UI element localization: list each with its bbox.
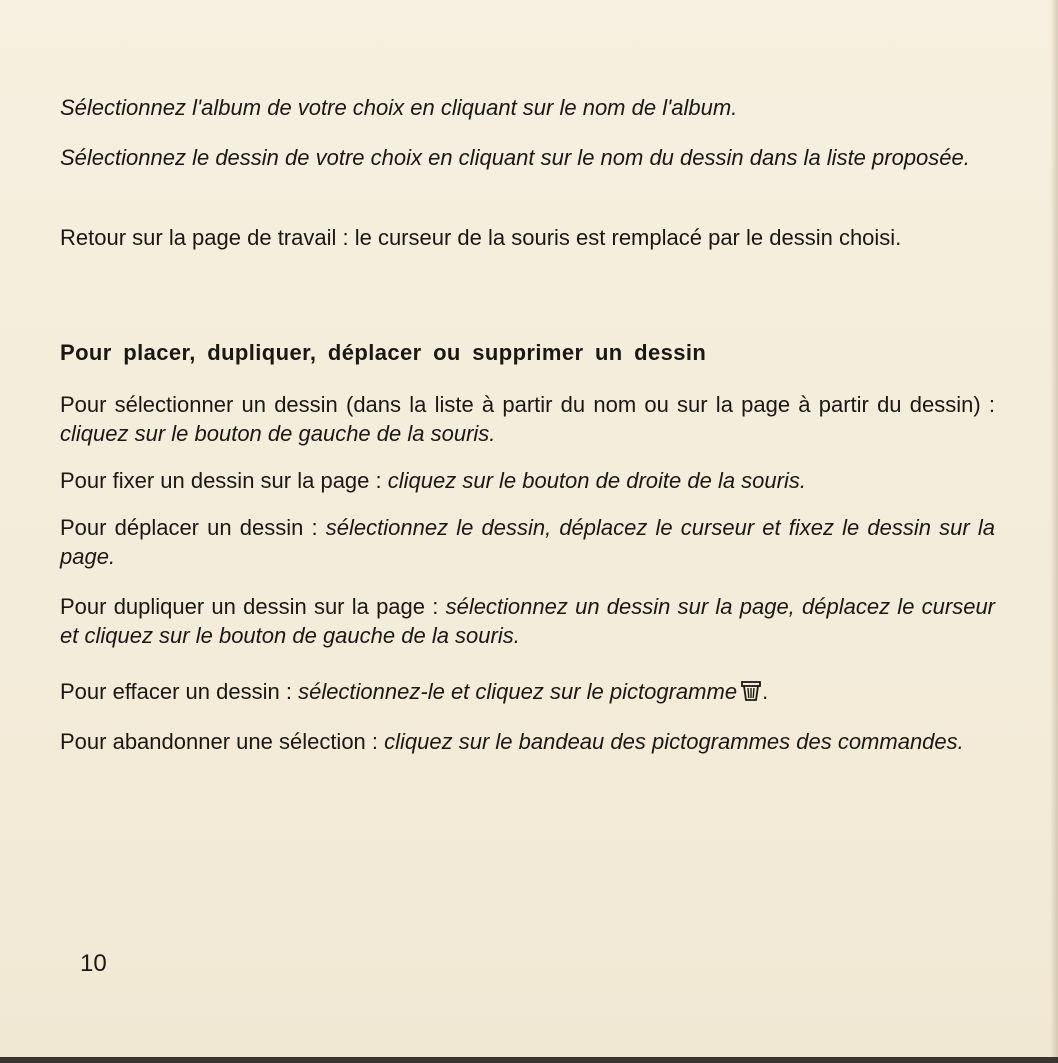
item-lead: Pour déplacer un dessin : — [60, 515, 326, 540]
instruction-select-drawing: Sélectionnez le dessin de votre choix en cliquant sur le nom du dessin dans la liste proposée. — [60, 145, 970, 170]
item-lead: Pour dupliquer un dessin sur la page : — [60, 594, 446, 619]
item-instruction: cliquez sur le bouton de gauche de la souris. — [60, 421, 496, 446]
instruction-return-work-page: Retour sur la page de travail : le curseur de la souris est remplacé par le dessin choisi. — [60, 225, 902, 250]
item-lead: Pour abandonner une sélection : — [60, 729, 385, 754]
item-fix-drawing — [60, 466, 995, 495]
item-lead: Pour sélectionner un dessin (dans la liste à partir du nom ou sur la page à partir du dessin) : — [60, 392, 995, 417]
item-abandon-selection — [60, 727, 995, 756]
item-instruction: sélectionnez un dessin sur la page, déplacez le curseur et cliquez sur le bouton de gauche de la souris. — [60, 594, 996, 648]
trash-icon — [740, 680, 762, 702]
section-heading: Pour placer, dupliquer, déplacer ou supprimer un dessin — [60, 340, 707, 365]
item-tail: . — [762, 679, 769, 704]
page-right-edge — [1050, 0, 1058, 1063]
item-move-drawing — [60, 513, 995, 571]
item-instruction: cliquez sur le bouton de droite de la souris. — [387, 468, 806, 493]
item-erase-drawing — [60, 677, 995, 706]
item-instruction: sélectionnez-le et cliquez sur le pictogramme — [298, 679, 738, 704]
item-lead: Pour fixer un dessin sur la page : — [60, 468, 388, 493]
item-duplicate-drawing — [60, 592, 995, 650]
item-instruction: sélectionnez le dessin, déplacez le curseur et fixez le dessin sur la page. — [60, 515, 995, 569]
page-bottom-edge — [0, 1057, 1058, 1063]
page-number: 10 — [80, 950, 107, 977]
item-instruction: cliquez sur le bandeau des pictogrammes des commandes. — [384, 729, 964, 754]
item-select-drawing — [60, 390, 995, 448]
item-lead: Pour effacer un dessin : — [60, 679, 299, 704]
instruction-select-album: Sélectionnez l'album de votre choix en cliquant sur le nom de l'album. — [60, 95, 738, 120]
